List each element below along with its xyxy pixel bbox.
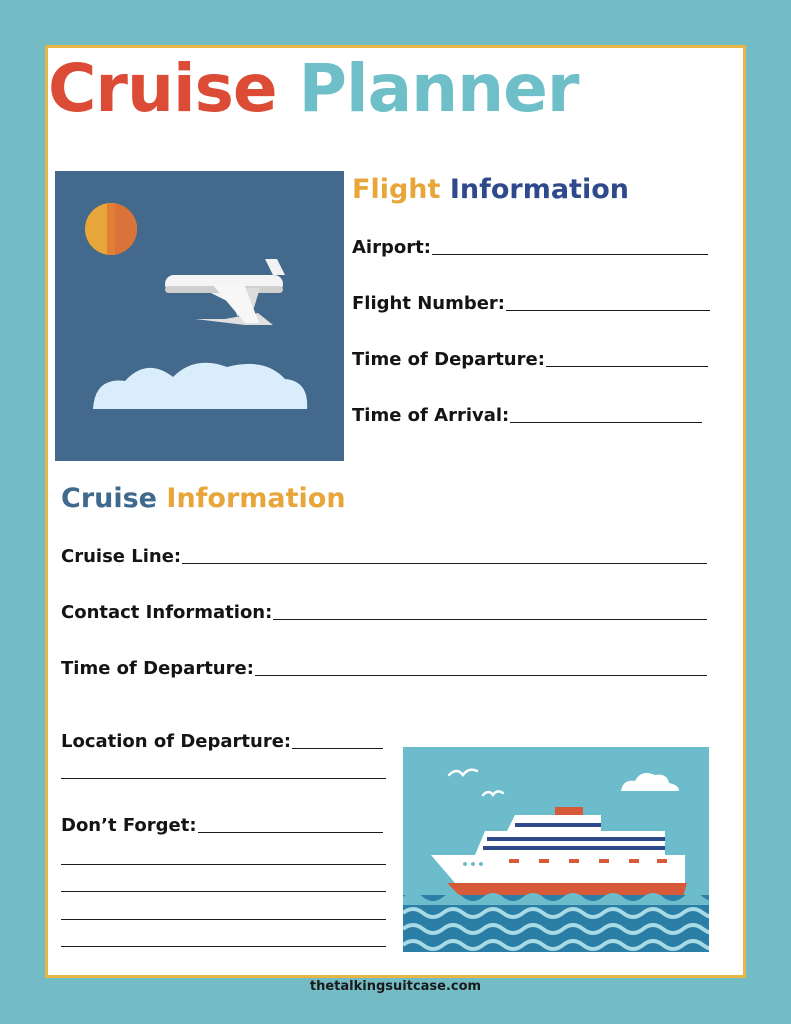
dont-forget-line[interactable] — [198, 832, 383, 833]
dont-forget-line-3[interactable] — [61, 891, 386, 892]
airport-field[interactable] — [352, 237, 708, 258]
cruise-line-label: Cruise Line: — [61, 546, 182, 567]
flight-heading-word2: Information — [449, 174, 629, 205]
contact-info-field[interactable] — [61, 602, 707, 623]
airport-label: Airport: — [352, 237, 431, 258]
title-word-planner: Planner — [298, 50, 579, 127]
location-departure-line[interactable] — [292, 748, 383, 749]
cruise-line-line[interactable] — [182, 563, 707, 564]
footer-site: thetalkingsuitcase.com — [309, 979, 482, 994]
page-title — [48, 50, 579, 127]
location-departure-label: Location of Departure: — [61, 731, 292, 752]
airplane-illustration — [55, 171, 344, 461]
cruise-ship-icon — [403, 747, 709, 952]
cruise-departure-field[interactable] — [61, 658, 707, 679]
flight-info-heading — [352, 174, 629, 205]
contact-info-label: Contact Information: — [61, 602, 273, 623]
cruise-departure-line[interactable] — [255, 675, 707, 676]
location-departure-field[interactable] — [61, 731, 383, 752]
flight-arrival-label: Time of Arrival: — [352, 405, 510, 426]
cruise-ship-illustration — [403, 747, 709, 952]
waves-icon — [403, 893, 709, 952]
flight-arrival-field[interactable] — [352, 405, 702, 426]
flight-arrival-line[interactable] — [510, 422, 702, 423]
sun-icon — [85, 203, 137, 255]
title-word-cruise: Cruise — [48, 50, 277, 127]
flight-heading-word1: Flight — [352, 174, 441, 205]
airport-line[interactable] — [432, 254, 708, 255]
cruise-line-field[interactable] — [61, 546, 707, 567]
cruise-departure-label: Time of Departure: — [61, 658, 254, 679]
contact-info-line[interactable] — [273, 619, 707, 620]
dont-forget-field[interactable] — [61, 815, 383, 836]
cruise-heading-word1: Cruise — [61, 483, 157, 514]
flight-number-field[interactable] — [352, 293, 710, 314]
location-departure-extra-line[interactable] — [61, 778, 386, 779]
cruise-heading-word2: Information — [166, 483, 346, 514]
flight-departure-label: Time of Departure: — [352, 349, 545, 370]
dont-forget-line-2[interactable] — [61, 864, 386, 865]
airplane-sky-icon — [55, 171, 344, 461]
dont-forget-line-5[interactable] — [61, 946, 386, 947]
flight-number-label: Flight Number: — [352, 293, 506, 314]
flight-number-line[interactable] — [506, 310, 710, 311]
dont-forget-label: Don’t Forget: — [61, 815, 197, 836]
flight-departure-line[interactable] — [546, 366, 708, 367]
flight-departure-field[interactable] — [352, 349, 708, 370]
cruise-info-heading — [61, 483, 346, 514]
dont-forget-line-4[interactable] — [61, 919, 386, 920]
